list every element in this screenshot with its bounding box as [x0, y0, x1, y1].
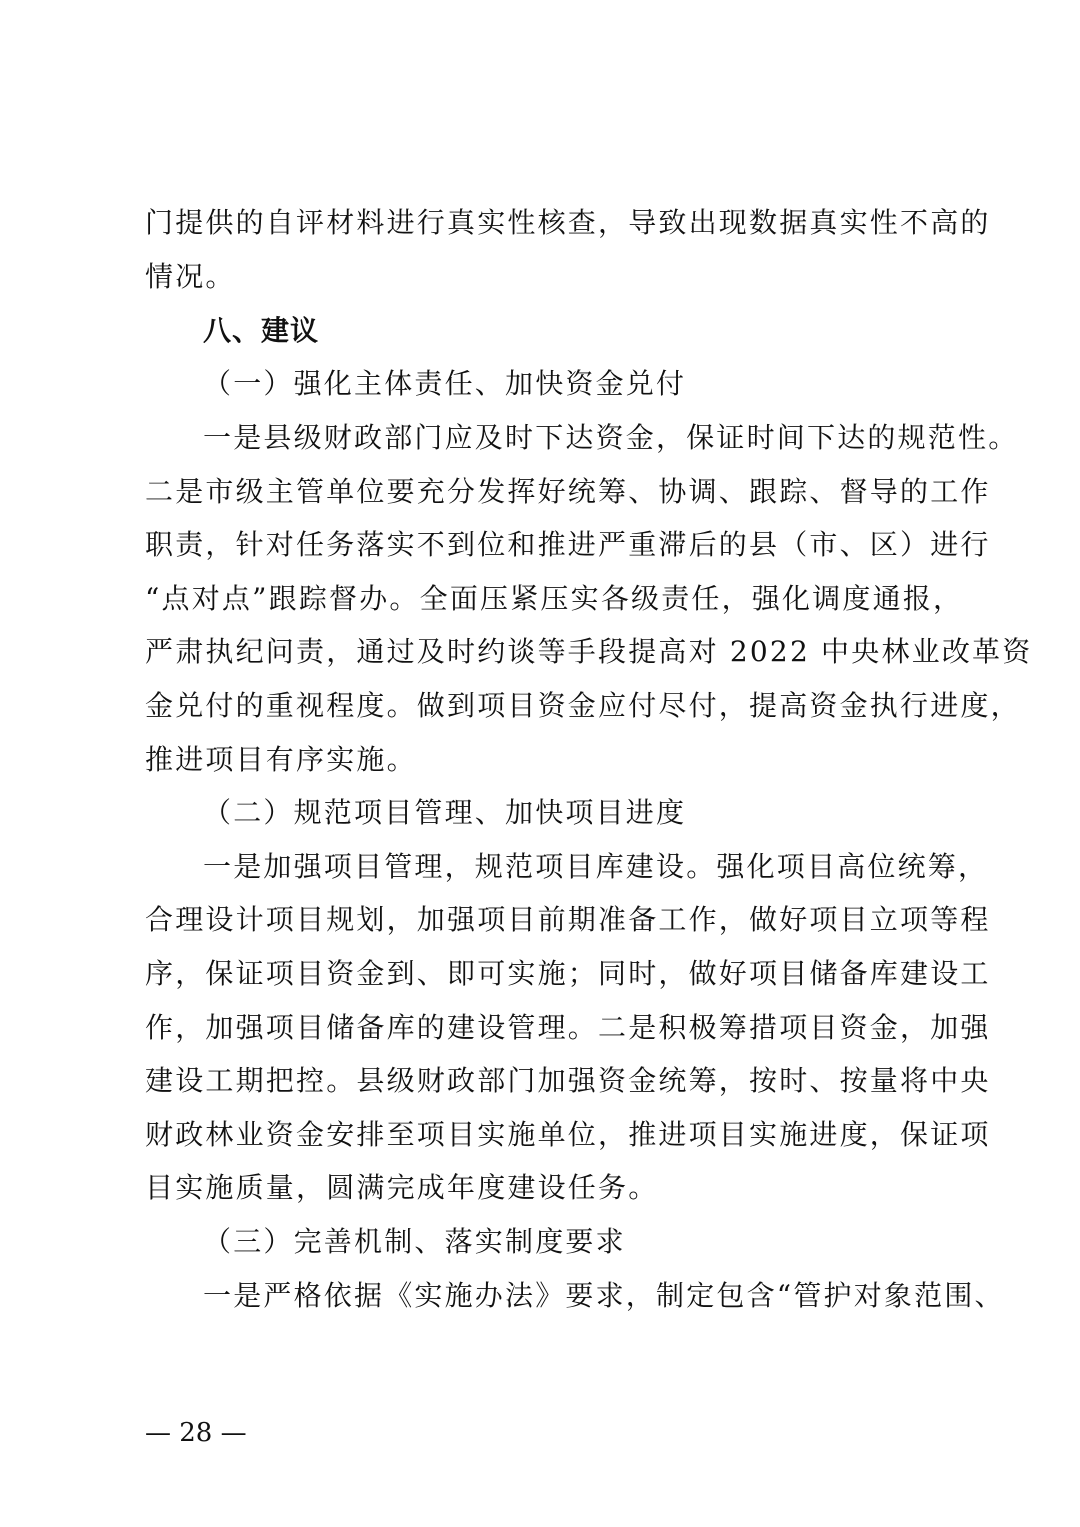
paragraph-line: 一是县级财政部门应及时下达资金，保证时间下达的规范性。: [203, 421, 1019, 454]
paragraph-line: 推进项目有序实施。: [145, 743, 417, 776]
paragraph-line: 情况。: [145, 260, 236, 293]
paragraph-line: 目实施质量，圆满完成年度建设任务。: [145, 1171, 659, 1204]
paragraph-line: 合理设计项目规划，加强项目前期准备工作，做好项目立项等程: [145, 903, 991, 936]
paragraph-line: 财政林业资金安排至项目实施单位，推进项目实施进度，保证项: [145, 1118, 991, 1151]
paragraph-line: “点对点”跟踪督办。全面压紧压实各级责任，强化调度通报，: [145, 582, 964, 615]
subsection-heading: （二）规范项目管理、加快项目进度: [203, 796, 687, 829]
paragraph-line: 严肃执纪问责，通过及时约谈等手段提高对 2022 中央林业改革资: [145, 635, 1033, 668]
paragraph-line: 一是严格依据《实施办法》要求，制定包含“管护对象范围、: [203, 1279, 1005, 1312]
subsection-heading: （三）完善机制、落实制度要求: [203, 1225, 626, 1258]
paragraph-line: 序，保证项目资金到、即可实施；同时，做好项目储备库建设工: [145, 957, 991, 990]
paragraph-line: 金兑付的重视程度。做到项目资金应付尽付，提高资金执行进度，: [145, 689, 1021, 722]
paragraph-line: 建设工期把控。县级财政部门加强资金统筹，按时、按量将中央: [145, 1064, 991, 1097]
section-heading: 八、建议: [203, 314, 320, 347]
page-number: — 28 —: [145, 1418, 247, 1448]
subsection-heading: （一）强化主体责任、加快资金兑付: [203, 367, 687, 400]
paragraph-line: 作，加强项目储备库的建设管理。二是积极筹措项目资金，加强: [145, 1011, 991, 1044]
paragraph-line: 职责，针对任务落实不到位和推进严重滞后的县（市、区）进行: [145, 528, 991, 561]
paragraph-line: 二是市级主管单位要充分发挥好统筹、协调、跟踪、督导的工作: [145, 475, 991, 508]
paragraph-line: 门提供的自评材料进行真实性核查，导致出现数据真实性不高的: [145, 206, 991, 239]
paragraph-line: 一是加强项目管理，规范项目库建设。强化项目高位统筹，: [203, 850, 989, 883]
